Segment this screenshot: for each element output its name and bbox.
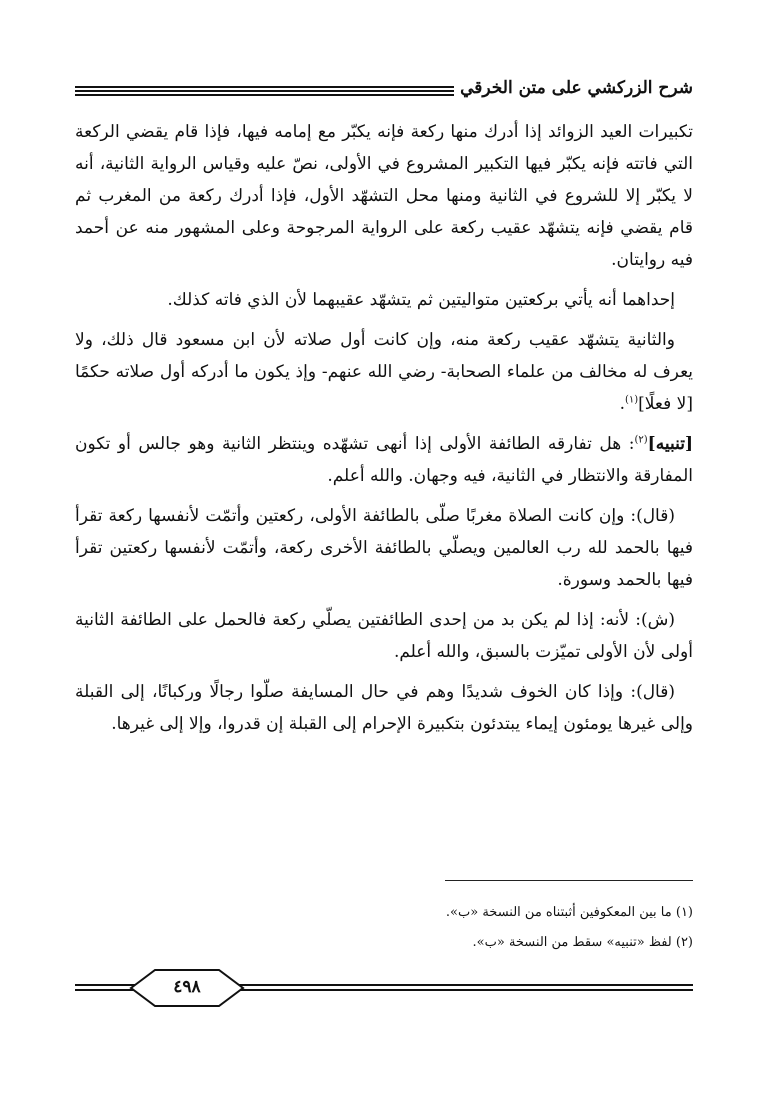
paragraph-3-tail: . (619, 394, 625, 414)
paragraph-3-text: والثانية يتشهّد عقيب ركعة منه، وإن كانت أول صلاته لأن ابن مسعود قال ذلك، ولا يعرف له مخالف من علماء الصحابة- رضي الله عنهم- وإذ يكون ما أدركه أول صلاته حكمًا [لا فعلًا] (75, 330, 693, 414)
paragraph-2-text: إحداهما أنه يأتي بركعتين متواليتين ثم يتشهّد عقيبهما لأن الذي فاته كذلك. (167, 290, 675, 310)
page-number: ٤٩٨ (173, 977, 201, 997)
footnote-1: (١) ما بين المعكوفين أثبتناه من النسخة «ب». (445, 905, 693, 920)
header-title: شرح الزركشي على متن الخرقي (454, 78, 693, 98)
footnote-separator (445, 880, 693, 881)
paragraph-3 (75, 324, 693, 420)
paragraph-6 (75, 604, 693, 668)
paragraph-7 (75, 676, 693, 740)
paragraph-7-text: (قال): وإذا كان الخوف شديدًا وهم في حال المسايفة صلّوا رجالًا وركبانًا، إلى القبلة وإلى غيرها يومئون إيماء يبتدئون بتكبيرة الإحرام إلى القبلة إن قدروا، وإلا إلى غيرها. (75, 682, 693, 734)
footnote-ref-1: (١) (624, 394, 639, 406)
page-body (75, 116, 693, 748)
paragraph-5 (75, 500, 693, 596)
paragraph-4 (75, 428, 693, 492)
header-rule (75, 86, 458, 96)
paragraph-5-text: (قال): وإن كانت الصلاة مغربًا صلّى بالطائفة الأولى، ركعتين وأتمّت لأنفسها ركعة تقرأ فيها بالحمد لله رب العالمين ويصلّي بالطائفة الأخرى ركعة، وأتمّت لأنفسها ركعتين تقرأ فيها بالحمد وسورة. (75, 506, 693, 590)
paragraph-1-text: تكبيرات العيد الزوائد إذا أدرك منها ركعة فإنه يكبّر مع إمامه فيها، فإذا قام يقضي الركعة التي فاتته فإنه يكبّر فيها التكبير المشروع في الأولى، نصّ عليه وقياس الرواية الثانية، أنه لا يكبّر إلا للشروع في الثانية ومنها محل التشهّد الأول، فإذا أدرك ركعة من المغرب ثم قام يقضي فإنه يتشهّد عقيب ركعة على الرواية المرجوحة وعلى المشهور منه عن أحمد فيه روايتان. (75, 122, 693, 270)
notice-heading: [تنبيه] (647, 434, 693, 454)
page-number-ornament (75, 968, 693, 1008)
footnotes (75, 898, 693, 958)
paragraph-6-text: (ش): لأنه: إذا لم يكن بد من إحدى الطائفتين يصلّي ركعة فالحمل على الطائفة الثانية أولى لأن الأولى تميّزت بالسبق، والله أعلم. (75, 610, 693, 662)
running-header (75, 78, 693, 104)
paragraph-4-text: : هل تفارقه الطائفة الأولى إذا أنهى تشهّده وينتظر الثانية وهو جالس أو تكون المفارقة والانتظار في الثانية، فيه وجهان. والله أعلم. (75, 434, 693, 486)
paragraph-1 (75, 116, 693, 276)
footnote-2: (٢) لفظ «تنبيه» سقط من النسخة «ب». (472, 935, 693, 950)
paragraph-2 (75, 284, 693, 316)
footnote-ref-2: (٢) (634, 434, 648, 446)
